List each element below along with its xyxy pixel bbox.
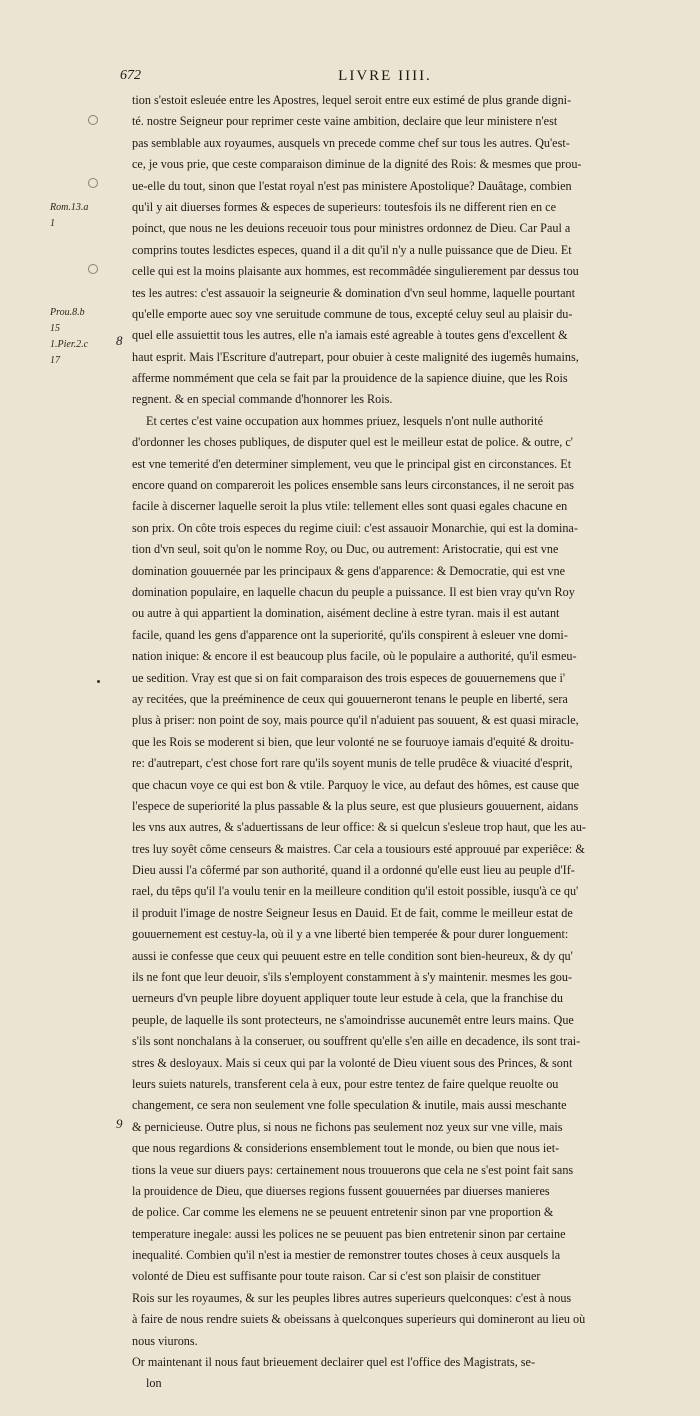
text-line: pas semblable aux royaumes, ausquels vn precede comme chef sur tous les autres. Qu'est- [132,135,570,150]
text-line: Et certes c'est vaine occupation aux hommes priuez, lesquels n'ont nulle authorité [146,413,543,428]
text-line: Dieu aussi l'a côfermé par son authorité, quand il a ordonné qu'elle eust lieu au peuple d'If- [132,863,575,878]
margin-note-proverbs-peter: Prou.8.b 15 1.Pier.2.c 17 [50,307,89,366]
text-line: stres & desloyaux. Mais si ceux qui par la volonté de Dieu viuent sous des Princes, & sont [132,1055,573,1070]
text-line: peuple, de laquelle ils sont protecteurs, ne s'amoindrisse aucunemêt entre leurs mains. Que [132,1012,574,1027]
text-line: domination gouuernée par les principaux & gens d'apparence: & Democratie, qui est vne [132,563,566,578]
text-line: inequalité. Combien qu'il n'est ia mestier de remonstrer toutes choses à ceux ausquels la [132,1248,561,1263]
text-line: temperature inegale: aussi les polices ne se peuuent pas bien entretenir sinon par certaine [132,1226,566,1241]
section-number: 8 [116,333,123,348]
text-line: plus à priser: non point de soy, mais pource qu'il n'aduient pas souuent, & est quasi miracle, [132,713,579,728]
text-line: la prouidence de Dieu, que diuerses regions fussent gouuernées par diuerses manieres [132,1183,550,1198]
text-line: ue-elle du tout, sinon que l'estat royal n'est pas ministere Apostolique? Dauâtage, combien [132,178,572,193]
text-line: domination populaire, en laquelle chacun du peuple a puissance. Il est bien vray qu'vn Roy [132,584,575,599]
text-line: qu'elle emporte auec soy vne seruitude commune de tous, excepté celuy seul au plaisir du- [132,306,573,321]
text-line: nation inique: & encore il est beaucoup plus facile, où le populaire a authorité, qu'il esmeu- [132,649,577,664]
text-line: tion d'vn seul, soit qu'on le nomme Roy, ou Duc, ou autrement: Aristocratie, qui est vne [132,542,559,557]
section-number: 9 [116,1116,123,1131]
text-line: de police. Car comme les elemens ne se peuuent entretenir sinon par vne proportion & [132,1205,554,1220]
text-line: ue sedition. Vray est que si on fait comparaison des trois especes de gouuernemens que i' [132,670,566,685]
text-line: aussi ie confesse que ceux qui peuuent estre en telle condition sont bien-heureux, & dy qu' [132,948,573,963]
text-line: poinct, que nous ne les deuions receuoir tous pour ministres ordonnez de Dieu. Car Paul a [132,221,571,236]
text-line: nous viurons. [132,1333,198,1348]
text-line: changement, ce sera non seulement vne folle speculation & inutile, mais aussi meschante [132,1098,567,1113]
margin-ornament [88,264,98,274]
page-header [120,68,650,88]
text-line: facile, quand les gens d'apparence ont la superiorité, qu'ils conspirent à esleuer vne domi- [132,627,568,642]
text-line: d'ordonner les choses publiques, de disputer quel est le meilleur estat de police. & outre, c' [132,435,573,450]
text-line: ay recitées, que la preéminence de ceux qui gouuerneront tenans le peuple en liberté, sera [132,691,568,706]
catchword [132,1395,640,1416]
text-line: Or maintenant il nous faut brieuement declairer quel est l'office des Magistrats, se- [132,1355,536,1370]
text-line: est vne temerité d'en determiner simplement, veu que le principal gist en circonstances. Et [132,456,572,471]
text-line: qu'il y ait diuerses formes & especes de superieurs: toutesfois ils ne different rien en ce [132,199,557,214]
text-line: ce, je vous prie, que ceste comparaison diminue de la dignité des Rois: & mesmes que prou- [132,157,582,172]
text-line: encore quand on compareroit les polices ensemble sans leurs circonstances, il ne seroit pas [132,478,574,493]
text-line: lon [146,1376,162,1391]
text-line: ou autre à qui appartient la domination, aisément decline à estre tyran. mais il est autant [132,606,560,621]
page-number: 672 [120,68,141,83]
margin-note-romans: Rom.13.a 1 [50,202,89,229]
text-line: regnent. & en special commande d'honnorer les Rois. [132,392,393,407]
text-line: gouuernement est cestuy-la, où il y a vne liberté bien temperée & pour durer longuement: [132,927,569,942]
text-line: re: d'autrepart, c'est chose fort rare qu'ils soyent munis de telle prudêce & viuacité d'esprit, [132,756,573,771]
text-line: que nous regardions & considerions ensemblement tout le monde, ou bien que nous iet- [132,1141,560,1156]
text-line: celle qui est la moins plaisante aux hommes, est recommâdée singulierement par dessus tou [132,264,579,279]
text-line: l'espece de superiorité la plus passable & la plus seure, est que plusieurs gouuernent, aidans [132,798,579,813]
text-line: leurs suiets naturels, transferent cela à eux, pour estre tentez de faire quelque reuolte ou [132,1076,559,1091]
text-line: uerneurs d'vn peuple libre doyuent appliquer toute leur estude à cela, que la franchise du [132,991,563,1006]
text-line: tes les autres: c'est assauoir la seigneurie & domination d'vn seul homme, laquelle pourtant [132,285,576,300]
text-line: tres luy soyêt côme censeurs & maistres. Car cela a tousiours esté approuué par experiêce: & [132,841,585,856]
text-line: rael, du têps qu'il l'a voulu tenir en la meilleure condition qu'il estoit possible, iusqu'à ce qu' [132,884,579,899]
text-line: volonté de Dieu est suffisante pour toute raison. Car si c'est son plaisir de constituer [132,1269,541,1284]
running-title: LIVRE IIII. [338,68,432,84]
body-text [132,90,640,1416]
text-line: & pernicieuse. Outre plus, si nous ne fichons pas seulement noz yeux sur vne ville, mais [132,1119,563,1134]
text-line: tions la veue sur diuers pays: certainement nous trouuerons que cela ne s'est point fait sans [132,1162,574,1177]
text-line: afferme nommément que cela se fait par la prouidence de la sapience diuine, que les Rois [132,371,568,386]
text-line: tion s'estoit esleuée entre les Apostres, lequel seroit entre eux estimé de plus grande digni- [132,93,572,107]
text-line: facile à discerner laquelle seroit la plus vtile: tellement elles sont quasi egales chacune en [132,499,568,514]
text-line: les vns aux autres, & s'aduertissans de leur office: & si quelcun s'esleue trop haut, que les au- [132,820,586,835]
text-line: s'ils sont nonchalans à la conseruer, ou souffrent qu'elle s'en aille en decadence, ils sont trai- [132,1034,581,1049]
text-line: que les Rois se moderent si bien, que leur volonté ne se fouruoye iamais d'equité & droitu- [132,734,574,749]
text-line: à faire de nous rendre suiets & obeissans à quelconques superieurs qui domineront au lieu où [132,1312,586,1327]
text-line: ils ne font que leur deuoir, s'ils s'employent constamment à s'y maintenir. mesmes les gou- [132,970,573,985]
text-line: comprins toutes lesdictes especes, quand il a dit qu'il n'y a nulle puissance que de Dieu. Et [132,242,572,257]
text-line: son prix. On côte trois especes du regime ciuil: c'est assauoir Monarchie, qui est la domina- [132,520,578,535]
text-line: il produit l'image de nostre Seigneur Iesus en Dauid. Et de fait, comme le meilleur estat de [132,905,573,920]
text-line: té. nostre Seigneur pour reprimer ceste vaine ambition, declaire que leur ministere n'est [132,114,558,129]
margin-ornament [88,178,98,188]
text-line: haut esprit. Mais l'Escriture d'autrepart, pour obuier à ceste malignité des iugemês humains, [132,349,579,364]
margin-mark [97,680,100,683]
text-line: Rois sur les royaumes, & sur les peuples libres autres superieurs quelconques: c'est à nous [132,1290,572,1305]
text-line: que chacun voye ce qui est bon & vtile. Parquoy le vice, au defaut des hômes, est cause que [132,777,580,792]
margin-ornament [88,115,98,125]
text-line: quel elle assuiettit tous les autres, elle n'a iamais esté agreable à toutes gens d'excellent & [132,328,568,343]
